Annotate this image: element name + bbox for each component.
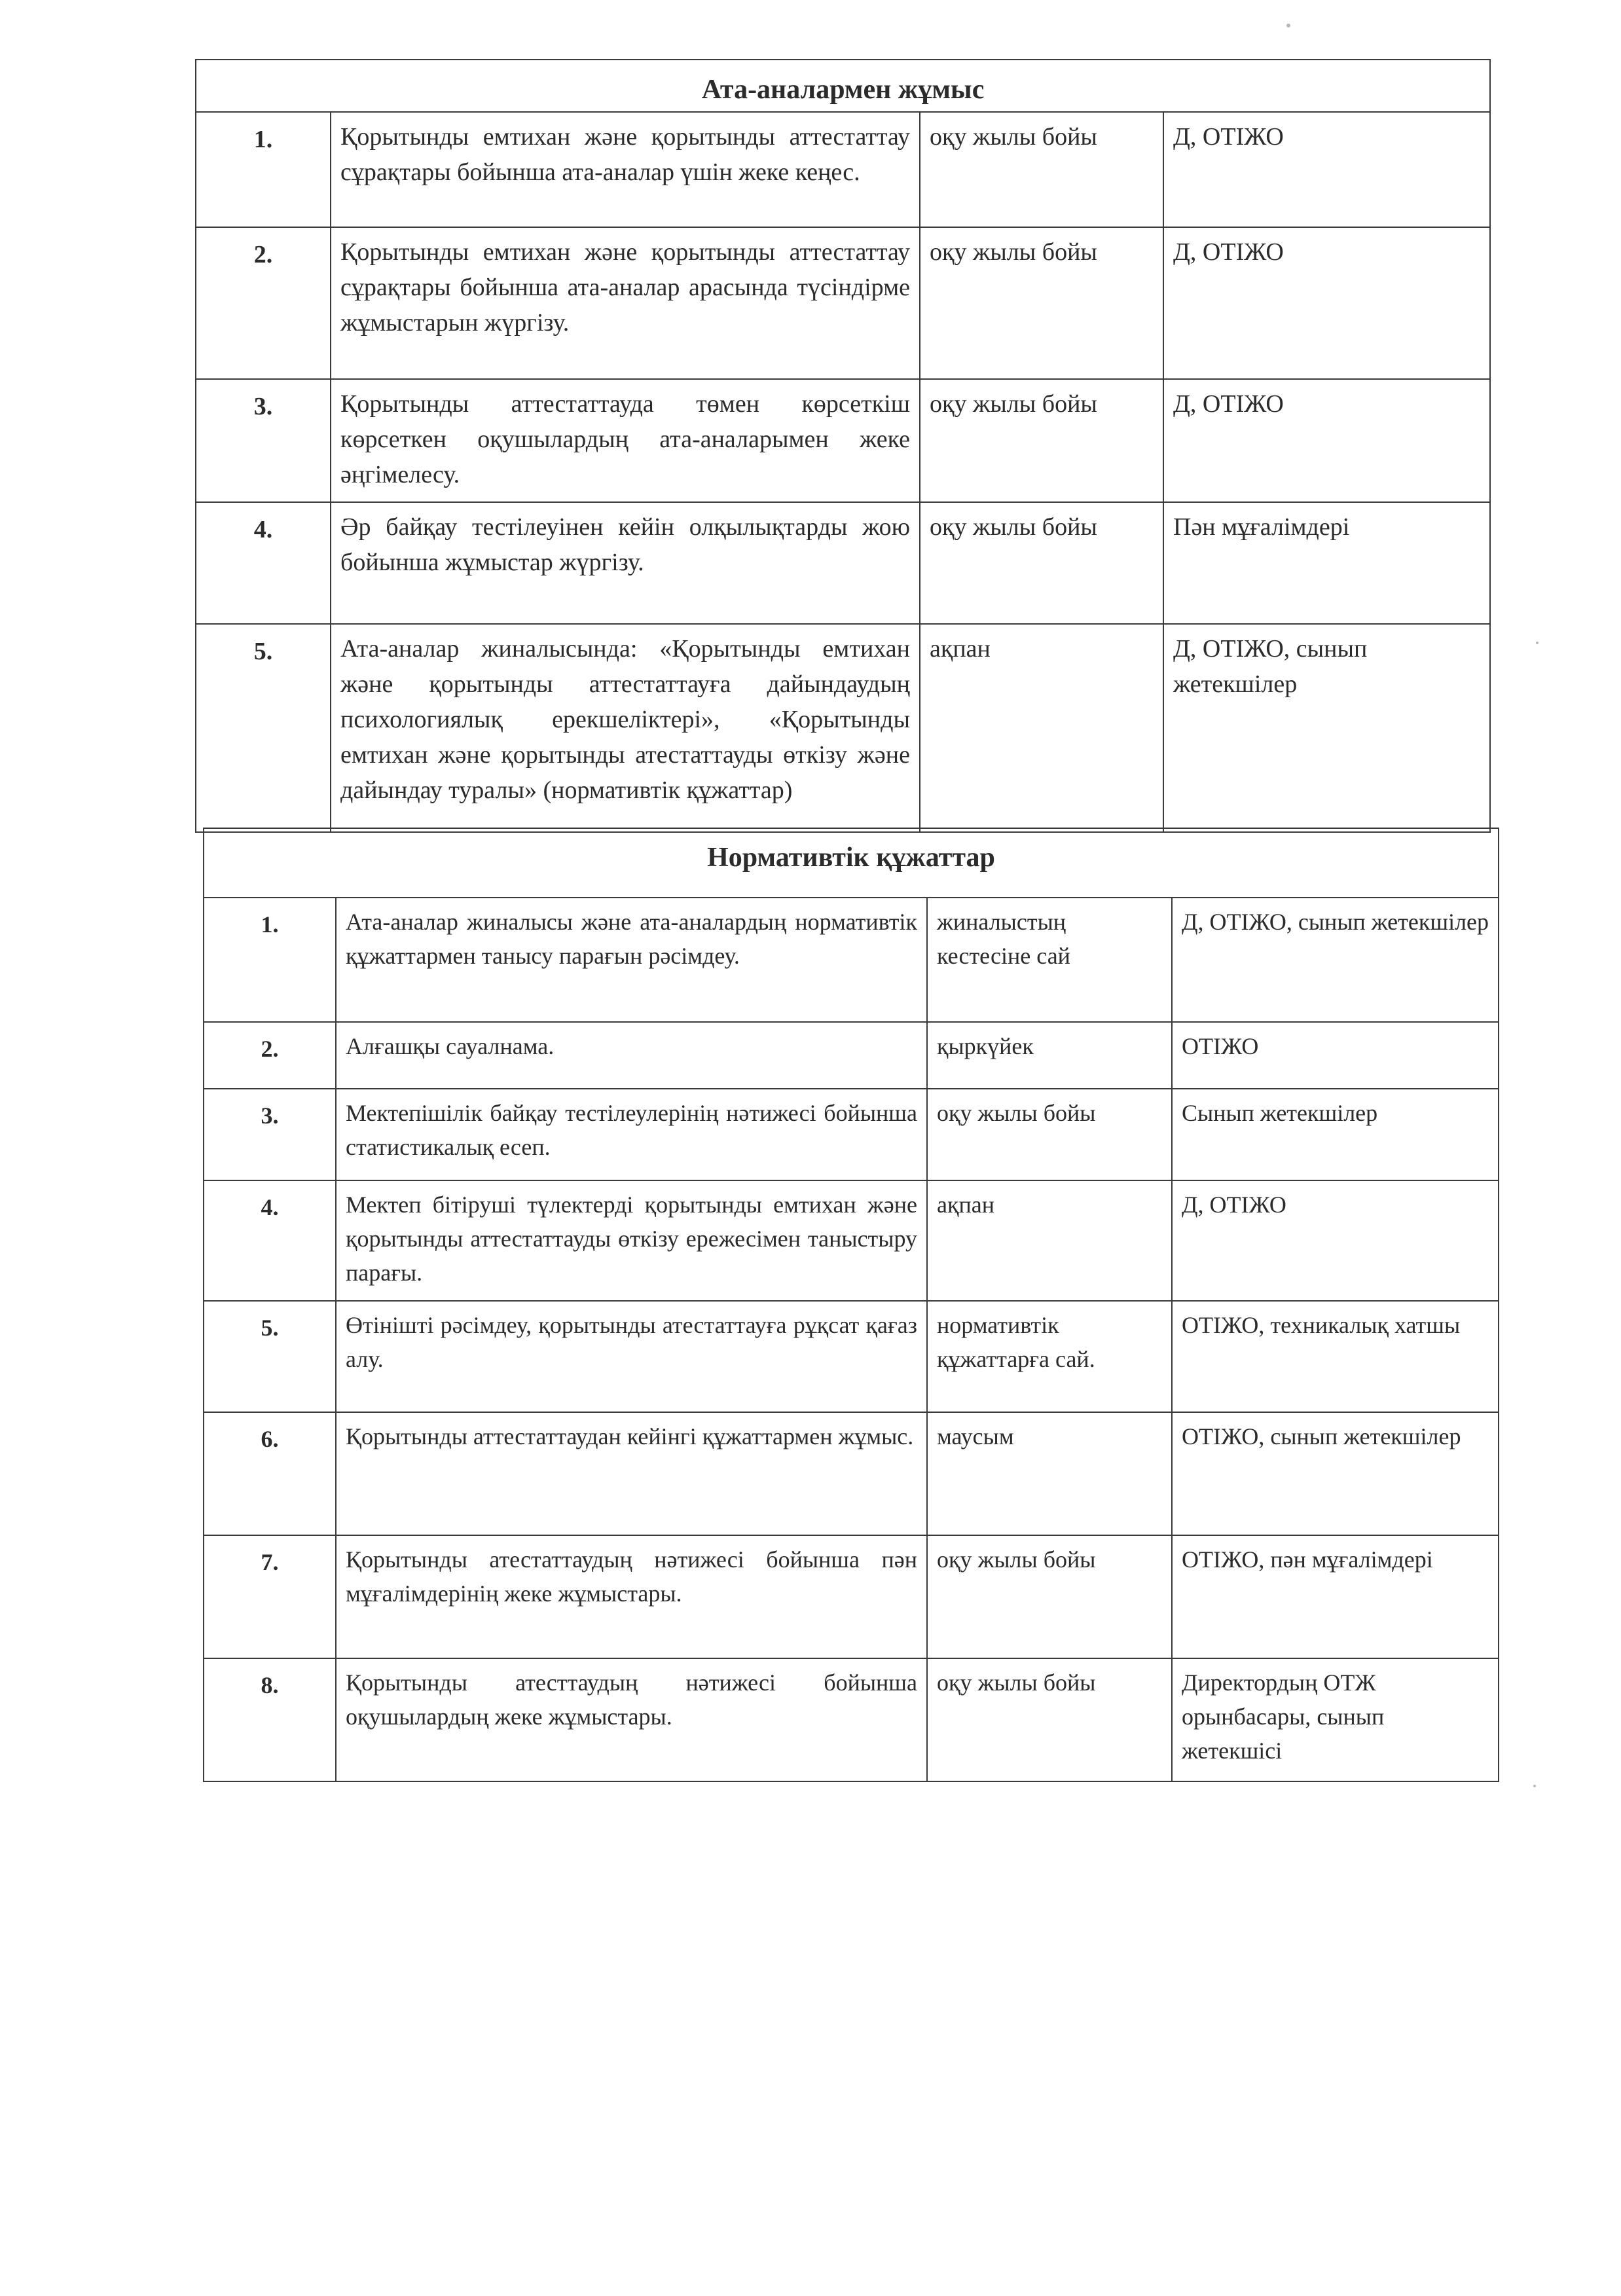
row-number: 2.	[204, 1022, 336, 1089]
row-description: Қорытынды атестаттаудың нәтижесі бойынша пән мұғалімдерінің жеке жұмыстары.	[336, 1535, 927, 1658]
row-number: 8.	[204, 1658, 336, 1781]
row-description: Әр байқау тестілеуінен кейін олқылықтарды жою бойынша жұмыстар жүргізу.	[331, 502, 920, 624]
row-number: 7.	[204, 1535, 336, 1658]
row-responsible: Д, ОТІЖО, сынып жетекшілер	[1163, 624, 1490, 832]
row-description: Мектеп бітіруші түлектерді қорытынды емтихан және қорытынды аттестаттауды өткізу ережесімен таныстыру парағы.	[336, 1180, 927, 1301]
row-deadline: ақпан	[927, 1180, 1172, 1301]
table-row	[204, 898, 1499, 1022]
row-number: 5.	[196, 624, 331, 832]
parents-work-table	[195, 59, 1491, 833]
row-responsible: Д, ОТІЖО	[1172, 1180, 1499, 1301]
row-responsible: Д, ОТІЖО	[1163, 379, 1490, 502]
section-title-parents: Ата-аналармен жұмыс	[196, 60, 1490, 112]
row-number: 2.	[196, 227, 331, 379]
section-header-row	[196, 60, 1490, 112]
row-description: Мектепішілік байқау тестілеулерінің нәтижесі бойынша статистикалық есеп.	[336, 1089, 927, 1180]
table-row	[204, 1301, 1499, 1412]
table-row	[204, 1022, 1499, 1089]
row-deadline: оқу жылы бойы	[920, 379, 1163, 502]
row-responsible: Пән мұғалімдері	[1163, 502, 1490, 624]
row-deadline: оқу жылы бойы	[927, 1089, 1172, 1180]
row-number: 4.	[204, 1180, 336, 1301]
table-row	[196, 502, 1490, 624]
row-deadline: қыркүйек	[927, 1022, 1172, 1089]
table-row	[204, 1412, 1499, 1535]
row-number: 5.	[204, 1301, 336, 1412]
row-responsible: ОТІЖО, сынып жетекшілер	[1172, 1412, 1499, 1535]
row-description: Өтінішті рәсімдеу, қорытынды атестаттауға рұқсат қағаз алу.	[336, 1301, 927, 1412]
row-responsible: Д, ОТІЖО, сынып жетекшілер	[1172, 898, 1499, 1022]
row-deadline: оқу жылы бойы	[927, 1658, 1172, 1781]
row-number: 1.	[204, 898, 336, 1022]
row-description: Қорытынды емтихан және қорытынды аттестаттау сұрақтары бойынша ата-аналар үшін жеке кеңес.	[331, 112, 920, 227]
row-deadline: оқу жылы бойы	[920, 502, 1163, 624]
row-deadline: оқу жылы бойы	[927, 1535, 1172, 1658]
normative-documents-table	[203, 828, 1499, 1782]
row-responsible: Д, ОТІЖО	[1163, 227, 1490, 379]
table-row	[204, 1089, 1499, 1180]
table-row	[204, 1180, 1499, 1301]
row-description: Ата-аналар жиналысы және ата-аналардың нормативтік құжаттармен танысу парағын рәсімдеу.	[336, 898, 927, 1022]
row-responsible: ОТІЖО, пән мұғалімдері	[1172, 1535, 1499, 1658]
table-row	[196, 624, 1490, 832]
row-description: Қорытынды емтихан және қорытынды аттестаттау сұрақтары бойынша ата-аналар арасында түсіндірме жұмыстарын жүргізу.	[331, 227, 920, 379]
table-row	[204, 1658, 1499, 1781]
table-row	[196, 112, 1490, 227]
row-description: Қорытынды аттестаттауда төмен көрсеткіш көрсеткен оқушылардың ата-аналарымен жеке әңгімелесу.	[331, 379, 920, 502]
row-description: Алғашқы сауалнама.	[336, 1022, 927, 1089]
row-deadline: маусым	[927, 1412, 1172, 1535]
scan-speck	[1536, 642, 1539, 644]
row-deadline: ақпан	[920, 624, 1163, 832]
row-description: Қорытынды аттестаттаудан кейінгі құжаттармен жұмыс.	[336, 1412, 927, 1535]
table-row	[204, 1535, 1499, 1658]
row-number: 6.	[204, 1412, 336, 1535]
section-title-normative: Нормативтік құжаттар	[204, 828, 1499, 898]
row-responsible: Д, ОТІЖО	[1163, 112, 1490, 227]
row-deadline: жиналыстың кестесіне сай	[927, 898, 1172, 1022]
row-number: 3.	[196, 379, 331, 502]
section-header-row	[204, 828, 1499, 898]
table-row	[196, 227, 1490, 379]
row-deadline: оқу жылы бойы	[920, 112, 1163, 227]
row-description: Ата-аналар жиналысында: «Қорытынды емтихан және қорытынды аттестаттауға дайындаудың психологиялық ерекшеліктері», «Қорытынды емтихан және қорытынды атестаттауды өткізу және дайындау туралы» (нормативтік құжаттар)	[331, 624, 920, 832]
row-number: 1.	[196, 112, 331, 227]
row-description: Қорытынды атесттаудың нәтижесі бойынша оқушылардың жеке жұмыстары.	[336, 1658, 927, 1781]
row-responsible: Директордың ОТЖ орынбасары, сынып жетекшісі	[1172, 1658, 1499, 1781]
row-responsible: ОТІЖО, техникалық хатшы	[1172, 1301, 1499, 1412]
row-number: 3.	[204, 1089, 336, 1180]
row-deadline: оқу жылы бойы	[920, 227, 1163, 379]
scan-speck	[1286, 24, 1290, 27]
row-responsible: Сынып жетекшілер	[1172, 1089, 1499, 1180]
row-responsible: ОТІЖО	[1172, 1022, 1499, 1089]
scan-speck	[1533, 1785, 1536, 1787]
table-row	[196, 379, 1490, 502]
row-deadline: нормативтік құжаттарға сай.	[927, 1301, 1172, 1412]
row-number: 4.	[196, 502, 331, 624]
